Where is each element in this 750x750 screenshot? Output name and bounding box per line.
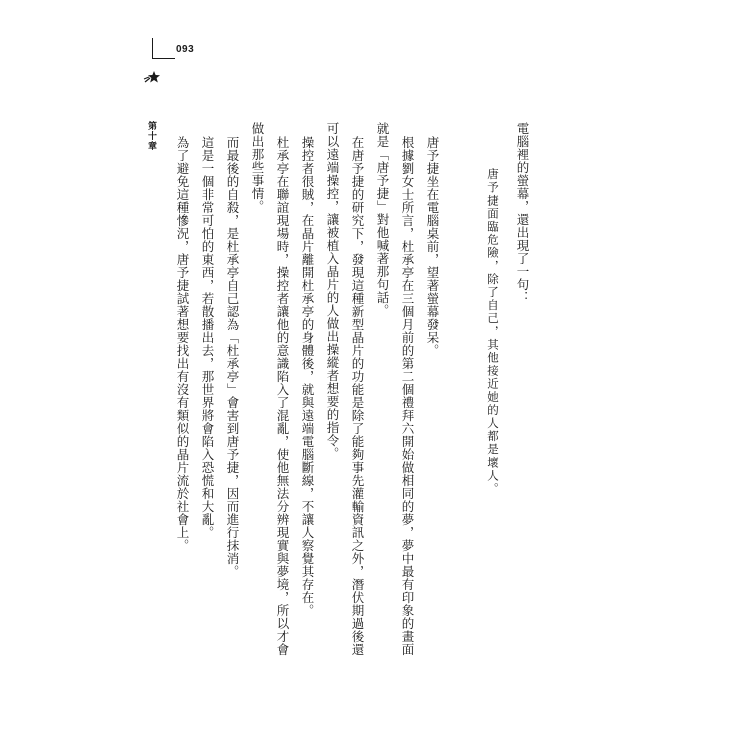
body-line: 電腦裡的螢幕，還出現了一句：	[515, 122, 530, 304]
body-line: 在唐予捷的研究下，發現這種新型晶片的功能是除了能夠事先灌輸資訊之外，潛伏期過後還	[350, 136, 365, 656]
body-line: 就是「唐予捷」對他喊著那句話。	[375, 122, 390, 317]
body-line: 杜承亭在聯誼現場時，操控者讓他的意識陷入了混亂，使他無法分辨現實與夢境，所以才會	[275, 136, 290, 656]
shooting-star-icon	[143, 70, 161, 84]
page-corner-mark	[152, 38, 175, 59]
body-line: 可以遠端操控，讓被植入晶片的人做出操縱者想要的指令。	[325, 122, 340, 460]
body-line: 操控者很賊，在晶片離開杜承亭的身體後，就與遠端電腦斷線，不讓人察覺其存在。	[300, 136, 315, 617]
body-line: 而最後的自殺，是杜承亭自己認為「杜承亭」會害到唐予捷，因而進行抹消。	[225, 136, 240, 578]
body-line: 為了避免這種慘況，唐予捷試著想要找出有沒有類似的晶片流於社會上。	[175, 136, 190, 552]
body-line: 唐予捷坐在電腦桌前，望著螢幕發呆。	[425, 136, 440, 357]
body-line: 這是一個非常可怕的東西，若散播出去，那世界將會陷入恐慌和大亂。	[200, 136, 215, 539]
page-number: 093	[176, 44, 195, 55]
chapter-label: 第十章	[147, 121, 157, 151]
quoted-message: 唐予捷面臨危險，除了自己，其他接近她的人都是壞人。	[486, 168, 500, 496]
body-line: 做出那些事情。	[250, 122, 265, 213]
body-line: 根據劉女士所言，杜承亭在三個月前的第二個禮拜六開始做相同的夢，夢中最有印象的畫面	[400, 136, 415, 656]
